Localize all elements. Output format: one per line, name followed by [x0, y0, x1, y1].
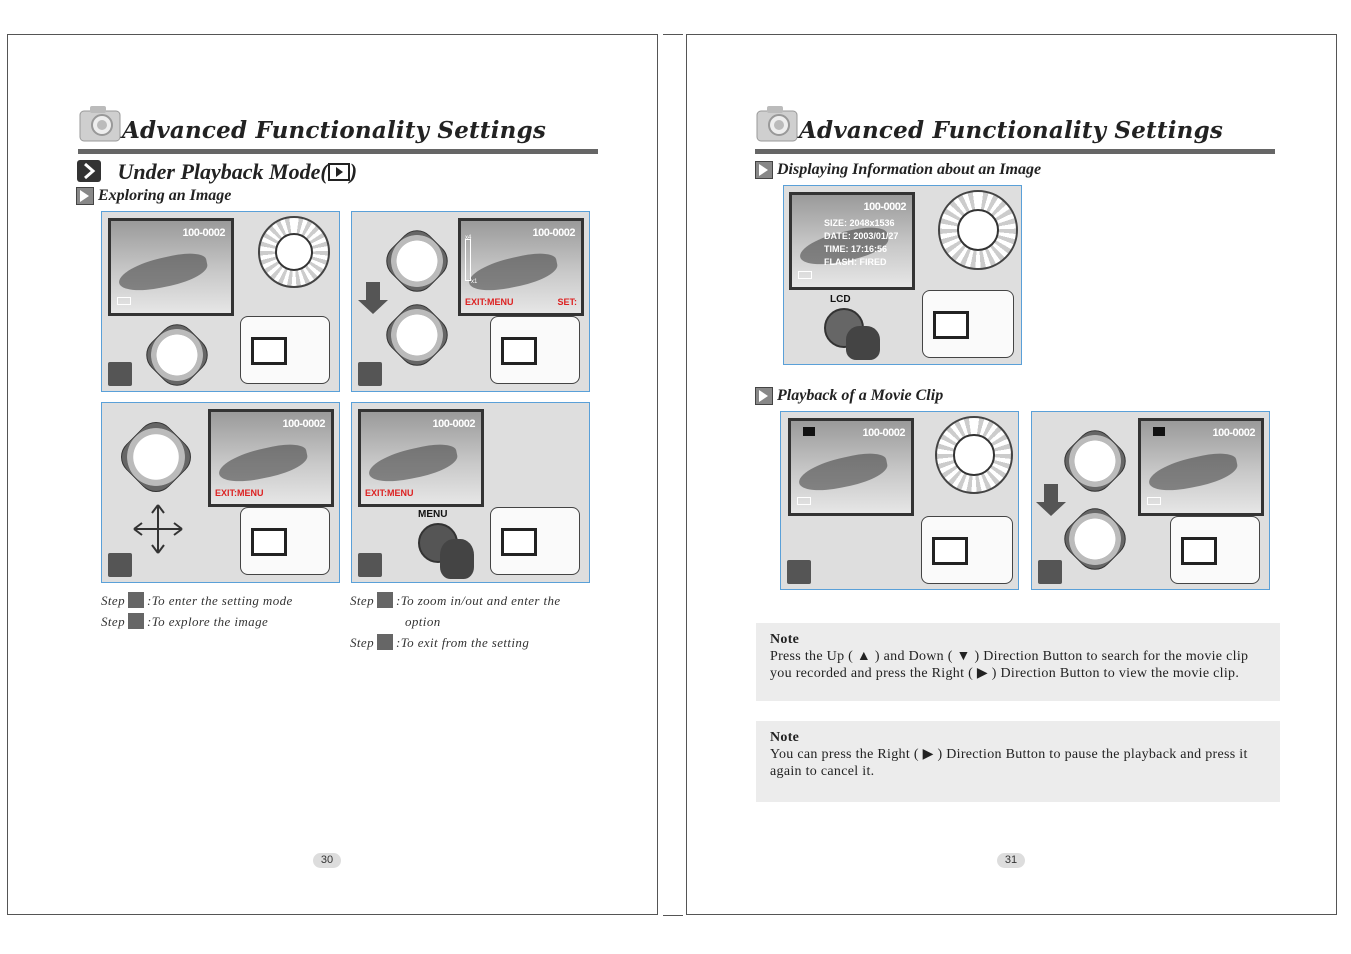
- double-chevron-icon: [755, 161, 773, 179]
- illustration-step-1: [101, 211, 340, 392]
- zoom-bar: [465, 239, 471, 281]
- image-info: [824, 217, 898, 269]
- battery-icon: [117, 297, 131, 305]
- step-row: Step :To exit from the setting: [350, 635, 530, 650]
- step-badge-1: [108, 362, 132, 386]
- page-title: Advanced Functionality Settings: [799, 117, 1223, 144]
- illustration-step-2: [351, 211, 590, 392]
- dolphin-image: [216, 440, 310, 488]
- lcd-screen-exit: [358, 409, 484, 507]
- file-number: 100-0002: [863, 201, 906, 213]
- camera-body-icon: [240, 316, 330, 384]
- steps-left-column: [101, 590, 293, 632]
- subsection-exploring-text: Exploring an Image: [98, 187, 232, 204]
- section-heading-text: Under Playback Mode(: [117, 159, 328, 184]
- illustration-movie-step-2: [1031, 411, 1270, 590]
- step-badge-2: [1038, 560, 1062, 584]
- steps-right-column: [350, 590, 561, 653]
- direction-pad-icon: [379, 223, 455, 299]
- file-number: 100-0002: [182, 227, 225, 239]
- arrow-down-icon: [366, 282, 380, 302]
- move-arrows-icon: [132, 503, 184, 555]
- double-chevron-icon: [76, 187, 94, 205]
- step-row: Step :To enter the setting mode: [101, 593, 293, 608]
- info-flash: FLASH: FIRED: [824, 257, 887, 267]
- info-size: SIZE: 2048x1536: [824, 218, 895, 228]
- step-badge-1: [787, 560, 811, 584]
- chevron-right-icon: [76, 159, 102, 183]
- lcd-screen-zoom: [458, 218, 584, 316]
- step-badge-4: [358, 553, 382, 577]
- subsection-movie: [755, 387, 943, 405]
- finger-press-icon: [440, 539, 474, 579]
- exit-menu-label: EXIT:MENU: [365, 488, 414, 498]
- left-title-block: [78, 105, 598, 157]
- dolphin-image: [116, 249, 210, 297]
- step-badge-2: [358, 362, 382, 386]
- arrow-down-icon: [1044, 484, 1058, 504]
- step-row-continued: option: [405, 614, 441, 629]
- subsection-exploring: [76, 187, 231, 205]
- file-number: 100-0002: [532, 227, 575, 239]
- direction-pad-icon: [379, 297, 455, 373]
- illustration-step-3: [101, 402, 340, 583]
- lcd-screen-movie: [788, 418, 914, 516]
- direction-pad-icon: [139, 317, 215, 392]
- right-title-block: [755, 105, 1275, 157]
- double-chevron-icon: [755, 387, 773, 405]
- subsection-movie-text: Playback of a Movie Clip: [777, 387, 944, 404]
- movie-icon: [803, 427, 815, 436]
- illustration-step-4: [351, 402, 590, 583]
- note-box-2: [756, 721, 1280, 802]
- step-badge-3: [108, 553, 132, 577]
- zoom-max-label: x4: [465, 235, 472, 241]
- lcd-screen-info: [789, 192, 915, 290]
- section-heading-end: ): [349, 159, 358, 184]
- camera-body-icon: [1170, 516, 1260, 584]
- set-label: SET:: [557, 297, 577, 307]
- camera-body-icon: [922, 290, 1014, 358]
- dolphin-image: [466, 249, 560, 297]
- page-number: 30: [313, 853, 341, 868]
- direction-pad-icon: [114, 415, 199, 500]
- lcd-button-label: LCD: [830, 294, 851, 305]
- camera-icon: [78, 105, 124, 143]
- mode-dial-icon: [938, 190, 1018, 270]
- step-row: Step :To explore the image: [101, 614, 269, 629]
- note-box-1: [756, 623, 1280, 701]
- play-icon: [328, 163, 350, 181]
- title-underline: [78, 149, 598, 154]
- file-number: 100-0002: [1212, 427, 1255, 439]
- direction-pad-icon: [1057, 423, 1133, 499]
- left-page: [7, 34, 658, 915]
- camera-body-icon: [490, 316, 580, 384]
- camera-body-icon: [490, 507, 580, 575]
- dolphin-image: [796, 449, 890, 497]
- illustration-movie-step-1: [780, 411, 1019, 590]
- title-underline: [755, 149, 1275, 154]
- finger-press-icon: [846, 326, 880, 360]
- right-page: [686, 34, 1337, 915]
- dolphin-image: [1146, 449, 1240, 497]
- zoom-min-label: x1: [471, 279, 478, 285]
- note-title: Note: [770, 730, 800, 745]
- section-heading: [76, 159, 357, 185]
- page-number: 31: [997, 853, 1025, 868]
- step-row: Step :To zoom in/out and enter the: [350, 593, 561, 608]
- page-title: Advanced Functionality Settings: [122, 117, 546, 144]
- movie-icon: [1153, 427, 1165, 436]
- note-title: Note: [770, 632, 800, 647]
- subsection-info: [755, 161, 1041, 179]
- camera-body-icon: [921, 516, 1013, 584]
- camera-body-icon: [240, 507, 330, 575]
- info-date: DATE: 2003/01/27: [824, 231, 899, 241]
- mode-dial-icon: [935, 416, 1013, 494]
- subsection-info-text: Displaying Information about an Image: [777, 161, 1042, 178]
- gutter-line-top: [663, 34, 683, 35]
- exit-menu-label: EXIT:MENU: [465, 297, 514, 307]
- direction-pad-icon: [1057, 501, 1133, 577]
- lcd-screen: [108, 218, 234, 316]
- battery-icon: [797, 497, 811, 505]
- lcd-screen-movie: [1138, 418, 1264, 516]
- illustration-info: [783, 185, 1022, 365]
- lcd-screen-explore: [208, 409, 334, 507]
- file-number: 100-0002: [432, 418, 475, 430]
- exit-menu-label: EXIT:MENU: [215, 488, 264, 498]
- camera-icon: [755, 105, 801, 143]
- battery-icon: [1147, 497, 1161, 505]
- dolphin-image: [366, 440, 460, 488]
- mode-dial-icon: [258, 216, 330, 288]
- battery-icon: [798, 271, 812, 279]
- file-number: 100-0002: [862, 427, 905, 439]
- gutter-line-bottom: [663, 915, 683, 916]
- info-time: TIME: 17:16:56: [824, 244, 888, 254]
- file-number: 100-0002: [282, 418, 325, 430]
- note-body: You can press the Right ( ▶ ) Direction Button to pause the playback and press it again to cancel it.: [770, 747, 1248, 779]
- menu-button-label: MENU: [418, 509, 448, 520]
- note-body: Press the Up ( ▲ ) and Down ( ▼ ) Direction Button to search for the movie clip you recorded and press the Right ( ▶ ) Direction Button to view the movie clip.: [770, 649, 1249, 681]
